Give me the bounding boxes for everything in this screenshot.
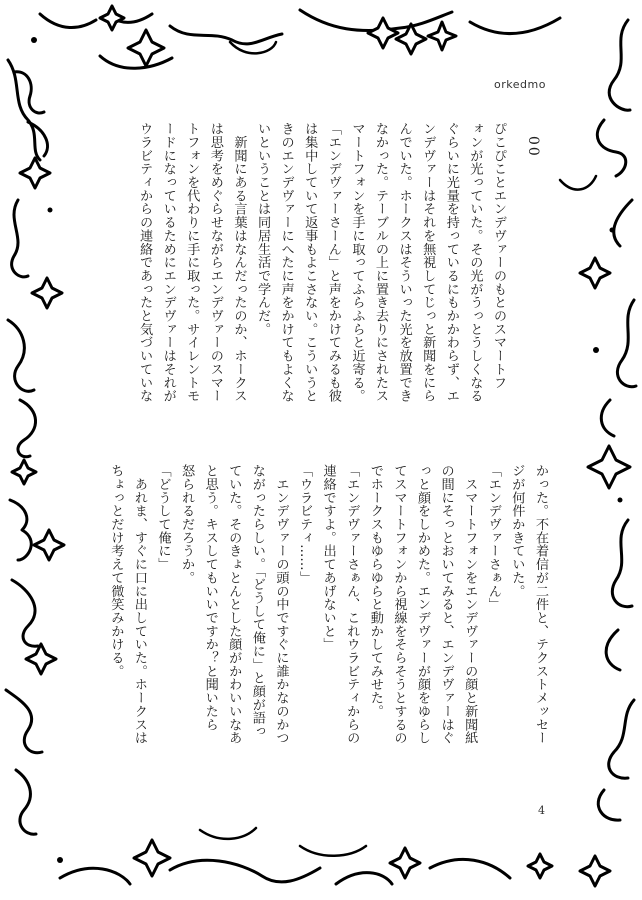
text-line: 「エンデヴァーさーん」と声をかけてみるも彼 xyxy=(325,122,341,403)
text-line: 新聞にある言葉はなんだったのか、ホークス xyxy=(231,122,247,403)
chapter-number: 00 xyxy=(525,136,541,158)
text-line: 連絡ですよ。出てあげないと」 xyxy=(320,464,336,651)
text-line: トフォンを代わりに手に取った。サイレントモ xyxy=(184,122,200,403)
site-name: orkedmo xyxy=(494,78,546,91)
text-line: 怒られるだろうか。 xyxy=(179,464,195,585)
text-line: きのエンデヴァーにへたに声をかけてもよくな xyxy=(278,122,294,403)
text-line: っと顔をしかめた。エンデヴァーが顔をゆらし xyxy=(415,464,431,745)
text-line: 「エンデヴァーさぁん」 xyxy=(485,464,501,611)
text-line: ウラビティからの連絡であったと気づいていな xyxy=(137,122,153,403)
text-line: エンデヴァーの頭の中ですぐに誰かなのかつ xyxy=(273,464,289,745)
text-line: は集中していて返事もよこさない。こういうと xyxy=(302,122,318,403)
text-line: は思考をめぐらせながらエンデヴァーのスマー xyxy=(207,122,223,403)
text-line: てスマートフォンから視線をそらそうとするの xyxy=(391,464,407,745)
text-line: 「どうして俺に」 xyxy=(155,464,171,571)
text-line: ていた。そのきょとんとした顔がかわいいなあ xyxy=(226,464,242,745)
text-line: ちょっとだけ考えて微笑みかける。 xyxy=(108,464,124,678)
text-line: マートフォンを手に取ってふらふらと近寄る。 xyxy=(349,122,365,403)
right-border-swirls xyxy=(560,20,636,820)
text-line: スマートフォンをエンデヴァーの顔と新聞紙 xyxy=(462,464,478,745)
text-line: ながったらしい。「どうして俺に」と顔が語っ xyxy=(249,464,265,738)
text-line: なかった。テーブルの上に置き去りにされたス xyxy=(373,122,389,403)
text-line: でホークスもゆらゆらと動かしてみせた。 xyxy=(367,464,383,718)
text-line: ンデヴァーはそれを無視してじっと新聞をにら xyxy=(420,122,436,403)
text-line: いということは同居生活で学んだ。 xyxy=(255,122,271,336)
text-line: 「エンデヴァーさぁん、これウラビティからの xyxy=(344,464,360,745)
text-block-upper xyxy=(114,122,510,440)
text-line: ォンが光っていた。その光がうっとうしくなる xyxy=(467,122,483,403)
page-number: 4 xyxy=(538,804,545,817)
bottom-border-swirls xyxy=(60,828,510,884)
text-line: ードになっているためにエンデヴァーはそれが xyxy=(160,122,176,403)
text-line: 「ウラビティ……」 xyxy=(297,464,313,585)
text-line: ぐらいに光量を持っているにもかかわらず、エ xyxy=(443,122,459,403)
text-line: の間にそっとおいてみると、エンデヴァーはぐ xyxy=(438,464,454,745)
text-line: んでいた。ホークスはそういった光を放置でき xyxy=(396,122,412,403)
text-line: ジが何件かきていた。 xyxy=(509,464,525,598)
text-line: ぴこぴことエンデヴァーのもとのスマートフ xyxy=(491,122,506,389)
text-block-lower xyxy=(108,464,552,745)
text-line: あれま、すぐに口に出していた。ホークスは xyxy=(131,464,147,745)
text-line: と思う。キスしてもいいですか？と聞いたら xyxy=(202,464,218,731)
text-line: かった。不在着信が二件と、テクストメッセー xyxy=(533,464,548,745)
